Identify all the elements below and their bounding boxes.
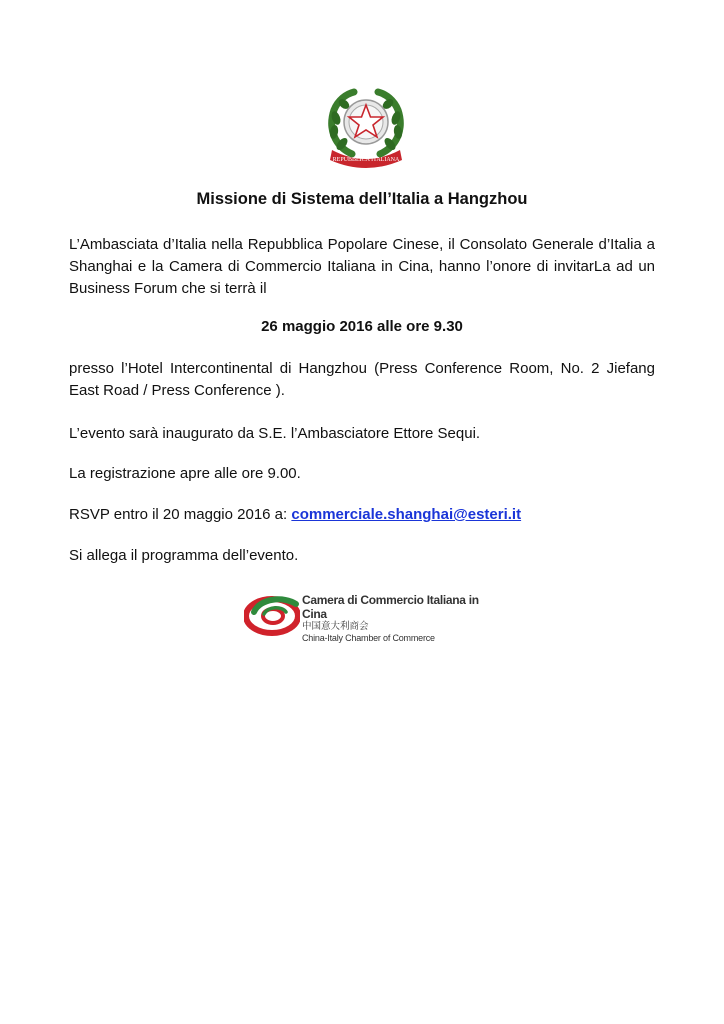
chamber-logo-icon — [244, 590, 300, 638]
attachment-paragraph: Si allega il programma dell’evento. — [69, 547, 299, 564]
invitation-paragraph: L’Ambasciata d’Italia nella Repubblica Popolare Cinese, il Consolato Generale d’Italia a Shanghai e la Camera di Commercio Italiana in Cina, hanno l’onore di invitarLa ad un Business Forum che si terrà il — [69, 236, 655, 297]
registration-paragraph: La registrazione apre alle ore 9.00. — [69, 465, 301, 482]
chamber-name-it: Camera di Commercio Italiana in Cina — [302, 593, 479, 621]
chamber-of-commerce-logo — [244, 590, 484, 643]
svg-text:REPUBBLICA ITALIANA: REPUBBLICA ITALIANA — [332, 157, 400, 163]
chamber-name-en: China-Italy Chamber of Commerce — [302, 632, 435, 643]
rsvp-email-link[interactable]: commerciale.shanghai@esteri.it — [291, 506, 522, 523]
inauguration-paragraph: L’evento sarà inaugurato da S.E. l’Ambasciatore Ettore Sequi. — [69, 425, 481, 442]
chamber-logo-text — [302, 594, 484, 643]
italian-republic-emblem — [322, 84, 410, 170]
rsvp-paragraph — [69, 504, 655, 526]
event-date: 26 maggio 2016 alle ore 9.30 — [261, 318, 463, 335]
chamber-name-cn: 中国意大利商会 — [302, 620, 369, 632]
page-title: Missione di Sistema dell’Italia a Hangzhou — [196, 190, 528, 208]
venue-paragraph: presso l’Hotel Intercontinental di Hangzhou (Press Conference Room, No. 2 Jiefang East Road / Press Conference ). — [69, 360, 655, 399]
rsvp-text: RSVP entro il 20 maggio 2016 a: — [69, 506, 292, 523]
